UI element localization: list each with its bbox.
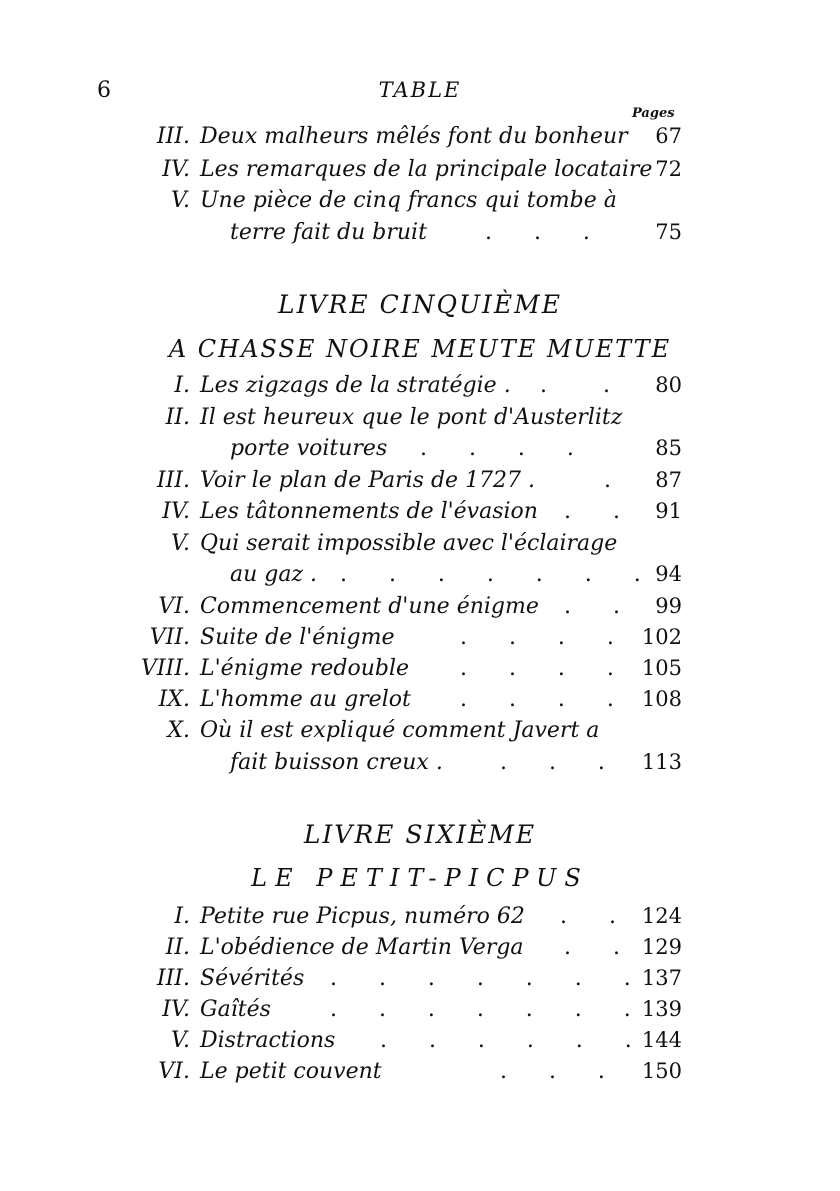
chapter-title: Les remarques de la principale locataire: [200, 157, 653, 182]
page-ref: 67: [655, 124, 682, 148]
page-ref: 124: [641, 904, 682, 928]
chapter-title: Gaîtés: [200, 997, 271, 1022]
chapter-number: VII.: [149, 625, 190, 650]
chapter-title: fait buisson creux .: [230, 750, 443, 775]
chapter-title: Une pièce de cinq francs qui tombe à: [200, 188, 617, 213]
leader-dots: . . . . . .: [380, 1028, 632, 1053]
page-ref: 150: [641, 1059, 682, 1083]
toc-entry: [0, 594, 840, 624]
chapter-number: IV.: [162, 499, 190, 524]
toc-entry: [0, 220, 840, 250]
page-ref: 105: [641, 656, 682, 680]
toc-entry: [0, 531, 840, 561]
chapter-number: IV.: [162, 157, 190, 182]
chapter-title: Les zigzags de la stratégie .: [200, 373, 511, 398]
chapter-number: V.: [170, 188, 190, 213]
page-ref: 80: [655, 373, 682, 397]
book-heading: LIVRE SIXIÈME: [303, 820, 537, 849]
leader-dots: . . . .: [460, 625, 614, 650]
chapter-title: Sévérités: [200, 966, 305, 991]
leader-dots: . .: [560, 904, 616, 929]
leader-dots: . . . .: [460, 687, 614, 712]
toc-entry: [0, 718, 840, 748]
leader-dots: . . .: [485, 220, 590, 245]
page-ref: 108: [641, 687, 682, 711]
toc-entry: [0, 904, 840, 934]
page-ref: 99: [655, 594, 682, 618]
leader-dots: . .: [564, 935, 620, 960]
page-ref: 85: [655, 436, 682, 460]
chapter-title: Deux malheurs mêlés font du bonheur: [200, 124, 628, 149]
chapter-title: Qui serait impossible avec l'éclairage: [200, 531, 618, 556]
page-ref: 137: [641, 966, 682, 990]
chapter-number: III.: [156, 124, 190, 149]
toc-entry: [0, 436, 840, 466]
chapter-title: Voir le plan de Paris de 1727 .: [200, 468, 536, 493]
toc-entry: [0, 188, 840, 218]
chapter-number: X.: [167, 718, 190, 743]
toc-entry: [0, 499, 840, 529]
page-ref: 102: [641, 625, 682, 649]
chapter-title: terre fait du bruit: [230, 220, 427, 245]
chapter-number: III.: [156, 966, 190, 991]
chapter-number: VIII.: [141, 656, 190, 681]
running-title: TABLE: [378, 78, 462, 102]
page-ref: 91: [655, 499, 682, 523]
toc-entry: [0, 1028, 840, 1058]
toc-entry: [0, 373, 840, 403]
page-ref: 72: [655, 157, 682, 181]
leader-dots: . . . .: [420, 436, 574, 461]
leader-dots: . . . . . . .: [340, 562, 641, 587]
chapter-title: Le petit couvent: [200, 1059, 382, 1084]
chapter-number: VI.: [158, 594, 190, 619]
leader-dots: . . . . . . .: [330, 997, 631, 1022]
leader-dots: . . .: [500, 750, 605, 775]
chapter-title: Suite de l'énigme: [200, 625, 395, 650]
leader-dots: . . . . . . .: [330, 966, 631, 991]
page-ref: 139: [641, 997, 682, 1021]
leader-dots: . . .: [500, 1059, 605, 1084]
toc-entry: [0, 997, 840, 1027]
leader-dots: . .: [564, 499, 620, 524]
page-number: 6: [97, 78, 111, 103]
chapter-title: L'homme au grelot: [200, 687, 411, 712]
book-heading: LIVRE CINQUIÈME: [278, 290, 562, 319]
leader-dots: . .: [564, 594, 620, 619]
chapter-title: Commencement d'une énigme: [200, 594, 539, 619]
toc-entry: [0, 750, 840, 780]
toc-entry: [0, 562, 840, 592]
chapter-title: Il est heureux que le pont d'Austerlitz: [200, 405, 623, 430]
leader-dots: . . . .: [460, 656, 614, 681]
page-ref: 129: [641, 935, 682, 959]
toc-entry: [0, 687, 840, 717]
toc-entry: [0, 966, 840, 996]
chapter-number: VI.: [158, 1059, 190, 1084]
pages-column-label: Pages: [632, 106, 675, 121]
chapter-number: IX.: [158, 687, 190, 712]
leader-dots: .: [604, 468, 611, 493]
chapter-title: Petite rue Picpus, numéro 62: [200, 904, 525, 929]
page-ref: 113: [641, 750, 682, 774]
chapter-title: L'obédience de Martin Verga: [200, 935, 524, 960]
page-ref: 75: [655, 220, 682, 244]
chapter-number: V.: [170, 1028, 190, 1053]
chapter-number: I.: [174, 904, 190, 929]
chapter-title: Les tâtonnements de l'évasion: [200, 499, 538, 524]
page-ref: 87: [655, 468, 682, 492]
toc-entry: [0, 405, 840, 435]
chapter-title: Où il est expliqué comment Javert a: [200, 718, 600, 743]
chapter-number: I.: [174, 373, 190, 398]
chapter-title: Distractions: [200, 1028, 336, 1053]
book-subtitle: A CHASSE NOIRE MEUTE MUETTE: [168, 335, 672, 363]
chapter-title: au gaz .: [230, 562, 318, 587]
page-ref: 144: [641, 1028, 682, 1052]
toc-entry: [0, 157, 840, 187]
chapter-title: L'énigme redouble: [200, 656, 410, 681]
chapter-number: III.: [156, 468, 190, 493]
chapter-number: IV.: [162, 997, 190, 1022]
toc-entry: [0, 468, 840, 498]
toc-entry: [0, 625, 840, 655]
toc-entry: [0, 124, 840, 154]
toc-entry: [0, 1059, 840, 1089]
chapter-number: II.: [165, 405, 190, 430]
book-subtitle: LE PETIT-PICPUS: [251, 864, 589, 892]
toc-entry: [0, 935, 840, 965]
page-ref: 94: [655, 562, 682, 586]
toc-entry: [0, 656, 840, 686]
chapter-title: porte voitures: [230, 436, 388, 461]
leader-dots: . .: [540, 373, 610, 398]
chapter-number: II.: [165, 935, 190, 960]
chapter-number: V.: [170, 531, 190, 556]
